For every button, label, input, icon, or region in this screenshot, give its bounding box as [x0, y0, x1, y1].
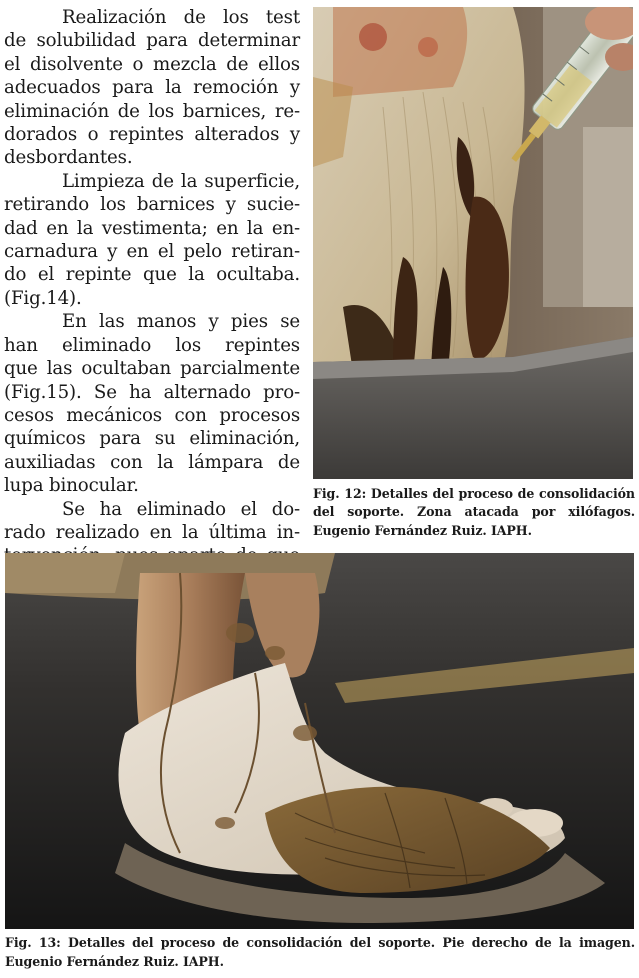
fig12-photo [313, 7, 633, 479]
text-line: dorados o repintes alterados y [4, 124, 300, 146]
text-line: de solubilidad para determinar [4, 30, 300, 52]
text-line: retirando los barnices y sucie- [4, 194, 300, 216]
text-line: cesos mecánicos con procesos [4, 404, 300, 426]
text-line: carnadura y en el pelo retiran- [4, 241, 300, 263]
text-line: que las ocultaban parcialmente [4, 358, 300, 380]
text-line: el disolvente o mezcla de ellos [4, 53, 300, 75]
text-line: dad en la vestimenta; en la en- [4, 217, 300, 239]
text-line: auxiliadas con la lámpara de [4, 451, 300, 473]
text-line: (Fig.15). Se ha alternado pro- [4, 381, 300, 403]
text-line: Se ha eliminado el do- [62, 498, 300, 520]
text-line: (Fig.14). [4, 287, 82, 309]
consolidation-syringe-photo [313, 7, 633, 479]
paragraph-solubility-test [4, 6, 300, 170]
text-line: desbordantes. [4, 147, 133, 169]
fig12-caption: Fig. 12: Detalles del proceso de consolidación del soporte. Zona atacada por xilófagos. Eugenio Fernández Ruiz. IAPH. [313, 486, 635, 538]
text-line: adecuados para la remoción y [4, 77, 300, 99]
paragraph-surface-cleaning [4, 170, 300, 310]
text-line: rado realizado en la última in- [4, 521, 300, 543]
paragraph-hands-feet [4, 310, 300, 497]
text-line: Limpieza de la superficie, [62, 170, 300, 192]
text-line: En las manos y pies se [62, 311, 300, 333]
text-line: lupa binocular. [4, 475, 139, 497]
text-line: Realización de los test [62, 7, 300, 28]
text-line: eliminación de los barnices, re- [4, 100, 300, 122]
fig13-caption: Fig. 13: Detalles del proceso de consolidación del soporte. Pie derecho de la imagen. Eugenio Fernández Ruiz. IAPH. [5, 935, 635, 969]
text-line: do el repinte que la ocultaba. [4, 264, 300, 286]
fig13-photo [5, 553, 634, 929]
sculpture-foot-photo [5, 553, 634, 929]
text-line: químicos para su eliminación, [4, 428, 300, 450]
body-text-column [4, 6, 300, 568]
text-line: han eliminado los repintes [4, 334, 300, 356]
